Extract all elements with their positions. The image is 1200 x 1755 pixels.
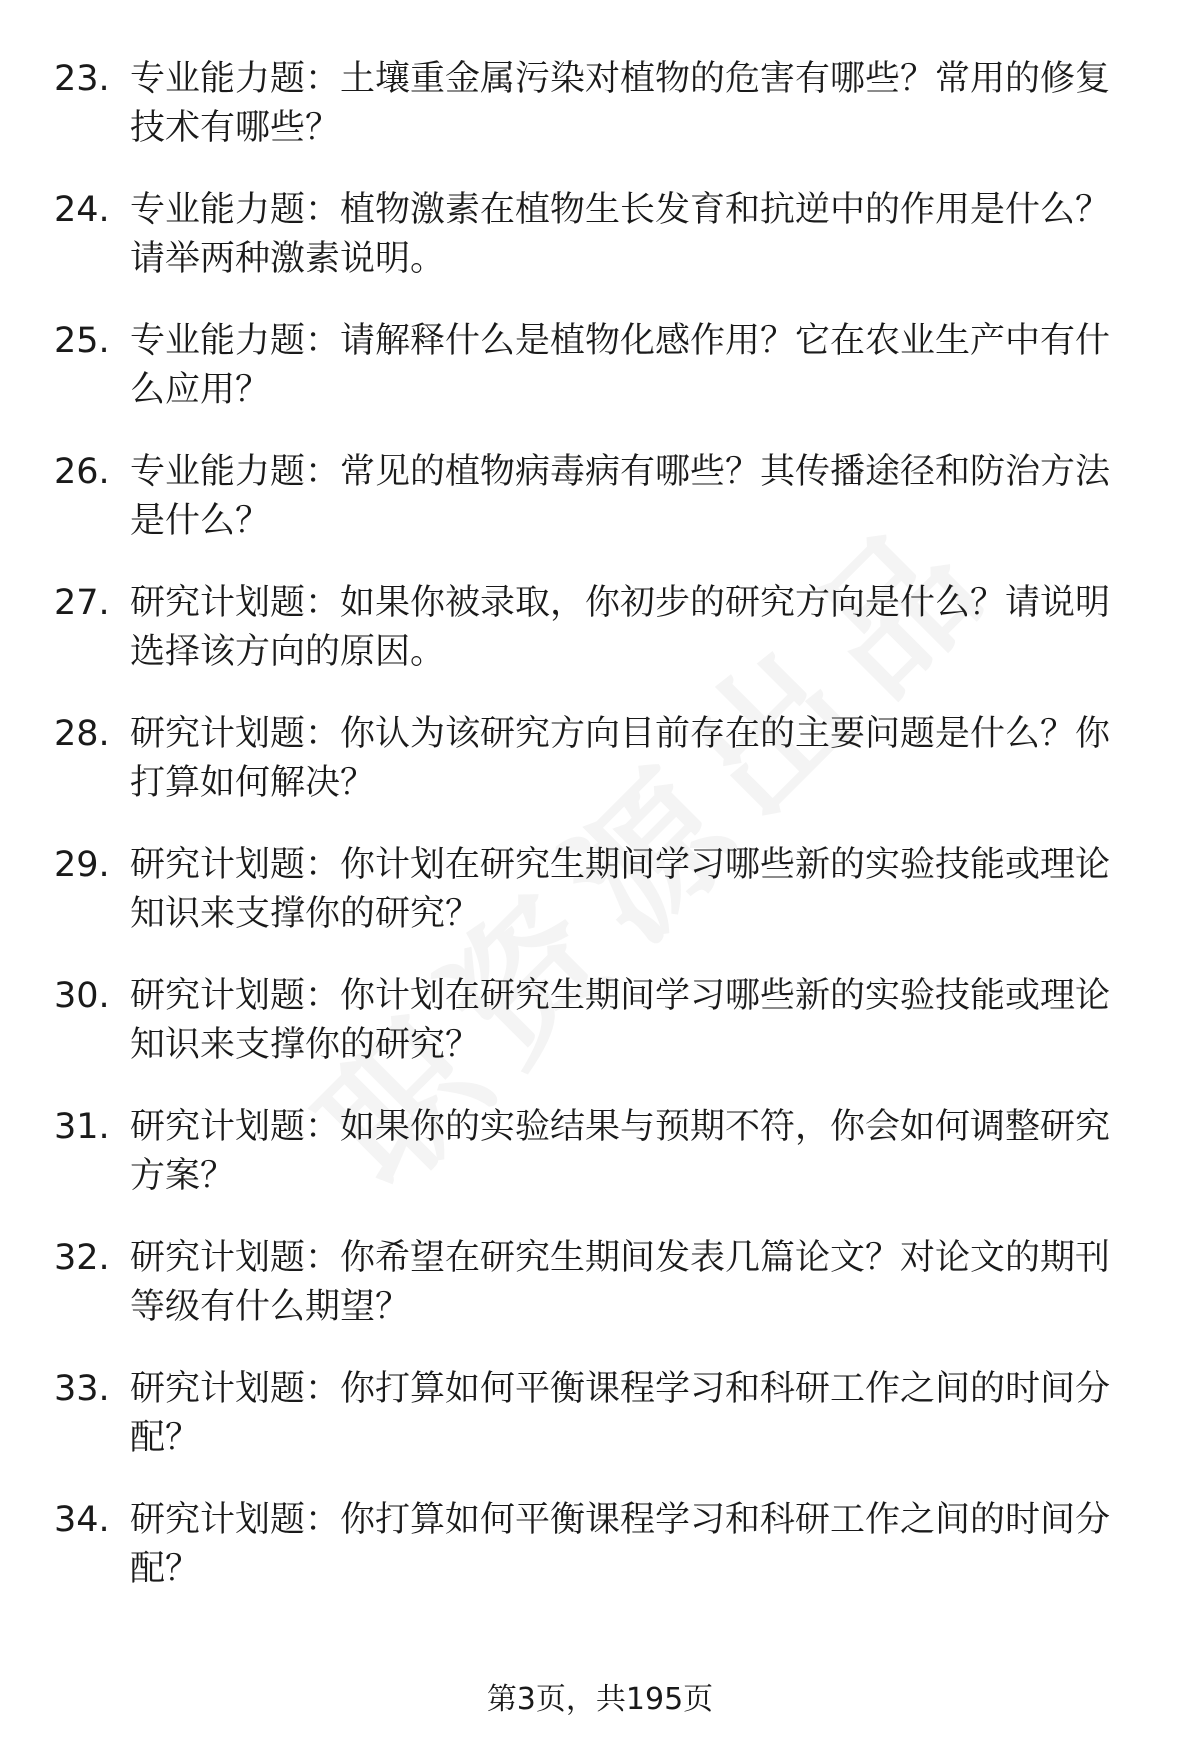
question-text: 研究计划题：你计划在研究生期间学习哪些新的实验技能或理论知识来支撑你的研究？: [130, 976, 1111, 1065]
question-number: 32.: [54, 1238, 110, 1278]
question-item: [54, 841, 1150, 972]
question-item: [54, 317, 1150, 448]
question-text: 研究计划题：你希望在研究生期间发表几篇论文？对论文的期刊等级有什么期望？: [130, 1238, 1111, 1327]
question-item: [54, 579, 1150, 710]
question-text: 研究计划题：你打算如何平衡课程学习和科研工作之间的时间分配？: [130, 1500, 1111, 1589]
question-number: 25.: [54, 321, 110, 361]
question-text: 专业能力题：常见的植物病毒病有哪些？其传播途径和防治方法是什么？: [130, 452, 1111, 541]
question-number: 30.: [54, 976, 110, 1016]
question-text: 专业能力题：土壤重金属污染对植物的危害有哪些？常用的修复技术有哪些？: [130, 59, 1111, 148]
question-item: [54, 1103, 1150, 1234]
question-number: 27.: [54, 583, 110, 623]
question-text: 研究计划题：如果你被录取，你初步的研究方向是什么？请说明选择该方向的原因。: [130, 583, 1111, 672]
question-number: 26.: [54, 452, 110, 492]
question-number: 23.: [54, 59, 110, 99]
question-number: 28.: [54, 714, 110, 754]
question-text: 研究计划题：你计划在研究生期间学习哪些新的实验技能或理论知识来支撑你的研究？: [130, 845, 1111, 934]
question-list: [54, 55, 1150, 1627]
question-text: 专业能力题：请解释什么是植物化感作用？它在农业生产中有什么应用？: [130, 321, 1111, 410]
question-text: 研究计划题：如果你的实验结果与预期不符，你会如何调整研究方案？: [130, 1107, 1111, 1196]
question-item: [54, 972, 1150, 1103]
page-number-footer: 第3页，共195页: [486, 1682, 714, 1717]
question-item: [54, 186, 1150, 317]
question-number: 29.: [54, 845, 110, 885]
question-item: [54, 1365, 1150, 1496]
question-item: [54, 55, 1150, 186]
question-item: [54, 1496, 1150, 1627]
question-number: 33.: [54, 1369, 110, 1409]
question-text: 研究计划题：你打算如何平衡课程学习和科研工作之间的时间分配？: [130, 1369, 1111, 1458]
question-number: 34.: [54, 1500, 110, 1540]
question-text: 研究计划题：你认为该研究方向目前存在的主要问题是什么？你打算如何解决？: [130, 714, 1111, 803]
question-item: [54, 1234, 1150, 1365]
question-item: [54, 448, 1150, 579]
question-number: 24.: [54, 190, 110, 230]
question-number: 31.: [54, 1107, 110, 1147]
question-text: 专业能力题：植物激素在植物生长发育和抗逆中的作用是什么？请举两种激素说明。: [130, 190, 1111, 279]
question-item: [54, 710, 1150, 841]
